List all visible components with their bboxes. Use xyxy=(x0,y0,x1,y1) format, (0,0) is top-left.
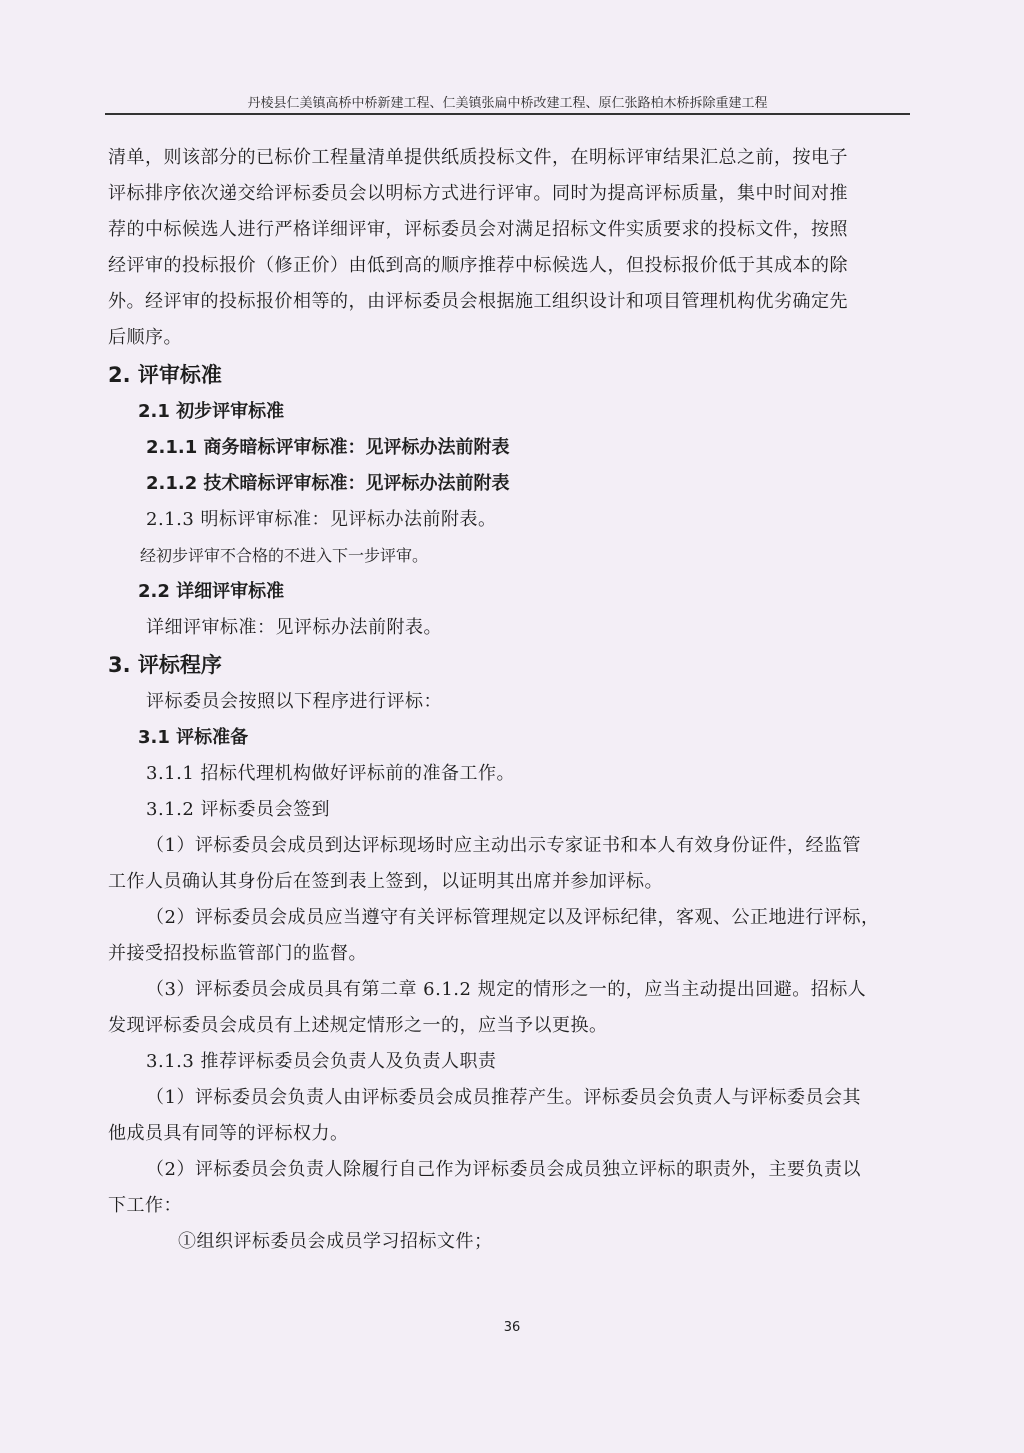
section-3-1-heading: 3.1 评标准备 xyxy=(138,727,249,748)
section-2-2-text: 详细评审标准：见评标办法前附表。 xyxy=(146,617,442,638)
section-2-2-heading: 2.2 详细评审标准 xyxy=(138,581,285,602)
section-2-heading: 2. 评审标准 xyxy=(108,363,222,387)
intro-line: 经评审的投标报价（修正价）由低到高的顺序推荐中标候选人，但投标报价低于其成本的除 xyxy=(108,255,848,276)
section-2-1-1: 2.1.1 商务暗标评审标准：见评标办法前附表 xyxy=(146,437,510,458)
section-3-intro: 评标委员会按照以下程序进行评标： xyxy=(146,691,442,712)
intro-line: 清单，则该部分的已标价工程量清单提供纸质投标文件，在明标评审结果汇总之前，按电子 xyxy=(108,147,848,168)
section-3-1-3-item-2-cont: 下工作： xyxy=(108,1195,182,1216)
section-3-1-2-item-1: （1）评标委员会成员到达评标现场时应主动出示专家证书和本人有效身份证件，经监管 xyxy=(146,835,861,856)
section-3-1-2-item-2: （2）评标委员会成员应当遵守有关评标管理规定以及评标纪律，客观、公正地进行评标， xyxy=(146,907,880,928)
section-3-1-1: 3.1.1 招标代理机构做好评标前的准备工作。 xyxy=(146,763,516,784)
page-number: 36 xyxy=(503,1320,521,1335)
header-rule xyxy=(105,113,910,115)
section-3-1-3: 3.1.3 推荐评标委员会负责人及负责人职责 xyxy=(146,1051,497,1072)
intro-line: 后顺序。 xyxy=(108,327,182,348)
intro-line: 评标排序依次递交给评标委员会以明标方式进行评审。同时为提高评标质量，集中时间对推 xyxy=(108,183,848,204)
section-3-1-3-item-1-cont: 他成员具有同等的评标权力。 xyxy=(108,1123,349,1144)
page-body xyxy=(108,140,910,1260)
running-header: 丹棱县仁美镇高桥中桥新建工程、仁美镇张扁中桥改建工程、原仁张路柏木桥拆除重建工程 xyxy=(247,96,768,111)
section-3-1-3-subitem-1: ①组织评标委员会成员学习招标文件； xyxy=(178,1231,493,1252)
section-3-heading: 3. 评标程序 xyxy=(108,653,222,677)
section-3-1-2-item-2-cont: 并接受招投标监管部门的监督。 xyxy=(108,943,367,964)
intro-line: 外。经评审的投标报价相等的，由评标委员会根据施工组织设计和项目管理机构优劣确定先 xyxy=(108,291,848,312)
section-3-1-2: 3.1.2 评标委员会签到 xyxy=(146,799,331,820)
section-3-1-2-item-3: （3）评标委员会成员具有第二章 6.1.2 规定的情形之一的，应当主动提出回避。招标人 xyxy=(146,979,867,1000)
section-2-1-note: 经初步评审不合格的不进入下一步评审。 xyxy=(140,546,429,565)
intro-line: 荐的中标候选人进行严格详细评审，评标委员会对满足招标文件实质要求的投标文件，按照 xyxy=(108,219,848,240)
section-2-1-heading: 2.1 初步评审标准 xyxy=(138,401,285,422)
section-3-1-3-item-2: （2）评标委员会负责人除履行自己作为评标委员会成员独立评标的职责外，主要负责以 xyxy=(146,1159,861,1180)
section-2-1-2: 2.1.2 技术暗标评审标准：见评标办法前附表 xyxy=(146,473,510,494)
section-2-1-3: 2.1.3 明标评审标准：见评标办法前附表。 xyxy=(146,509,497,530)
section-3-1-2-item-1-cont: 工作人员确认其身份后在签到表上签到，以证明其出席并参加评标。 xyxy=(108,871,663,892)
section-3-1-3-item-1: （1）评标委员会负责人由评标委员会成员推荐产生。评标委员会负责人与评标委员会其 xyxy=(146,1087,861,1108)
section-3-1-2-item-3-cont: 发现评标委员会成员有上述规定情形之一的，应当予以更换。 xyxy=(108,1015,608,1036)
